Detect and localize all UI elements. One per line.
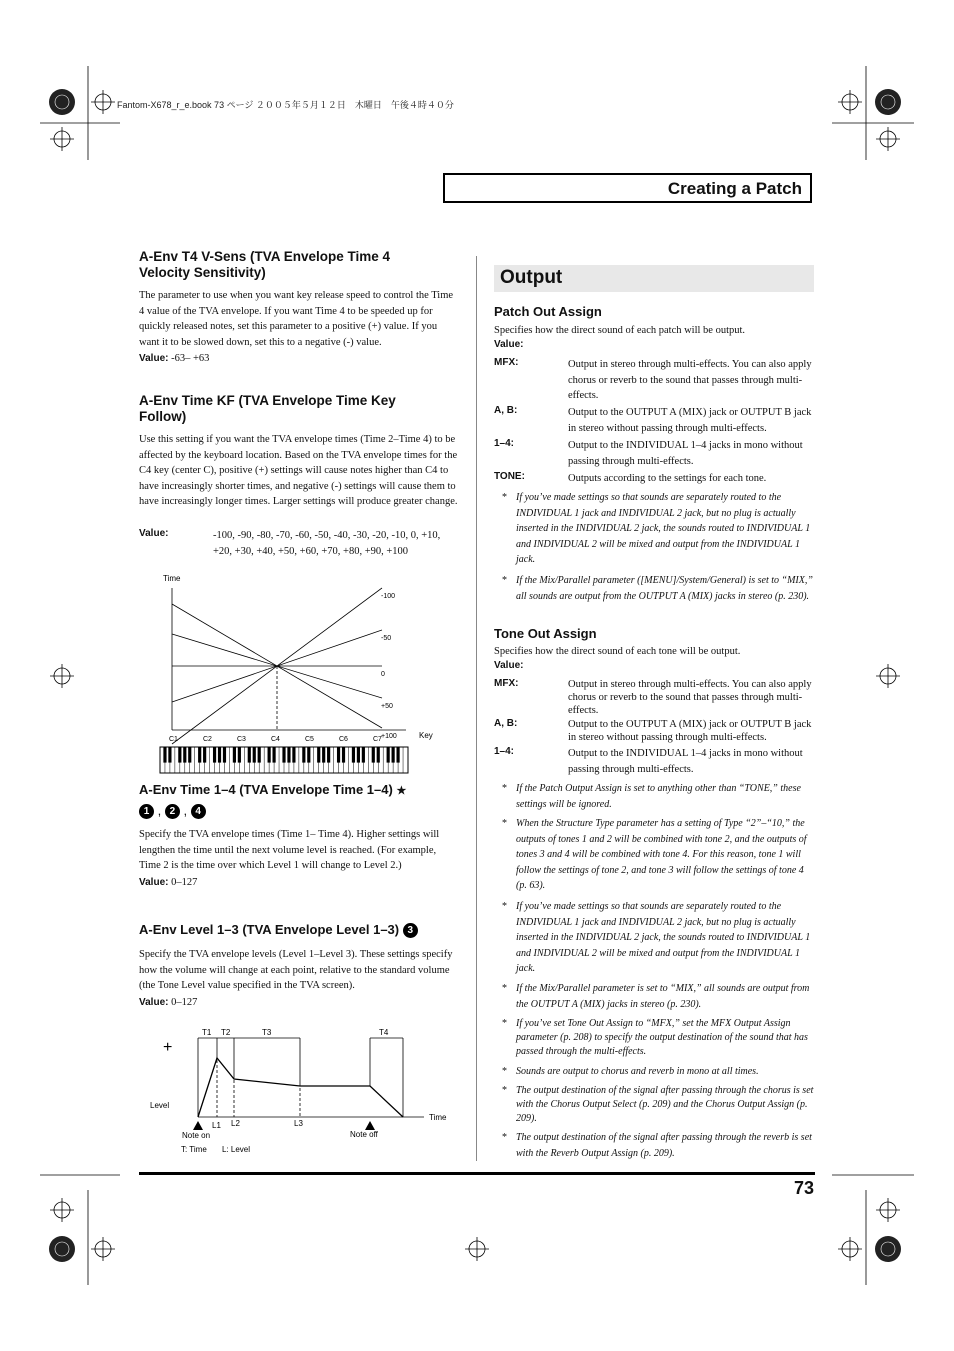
kf-key-label: C6 [339,736,348,743]
marker-2-icon: 2 [165,804,180,819]
column-divider [476,256,477,1161]
time-kf-heading: A-Env Time KF (TVA Envelope Time Key Follow) [139,393,396,424]
patch-out-section [494,304,814,350]
kf-line-label: -100 [381,593,396,600]
t2-label: T2 [221,1028,231,1037]
footer-rule [139,1172,815,1175]
envelope-diagram [140,1022,460,1157]
tone-out-note-6: * The output destination of the signal after passing through the chorus is set with the Chorus Output Select (p. 209) and the Chorus Output Assign (p. 209). [502,1085,814,1124]
tone-out-heading: Tone Out Assign [494,626,597,641]
patch-out-note-1: * If the Mix/Parallel parameter ([MENU]/System/General) is set to “MIX,” all sounds are output from the OUTPUT A (MIX) jacks in stereo (p. 230). [502,575,813,602]
tone-out-intro: Specifies how the direct sound of each tone will be output. [494,646,741,657]
level13-section [139,922,459,1008]
l2-label: L2 [231,1119,240,1128]
marker-4-icon: 4 [191,804,206,819]
time-kf-chart [150,570,450,780]
envelope-time-label: Time [429,1113,447,1122]
output-section-bar [494,265,814,292]
t1-label: T1 [202,1028,212,1037]
time-kf-y-title: Time [163,574,181,583]
l3-label: L3 [294,1119,303,1128]
tone-out-note-3: * If the Mix/Parallel parameter is set to “MIX,” all sounds are output from the OUTPUT A (MIX) jacks in stereo (p. 230). [502,983,810,1010]
tone-out-note-2: * If you’ve made settings so that sounds are separately routed to the INDIVIDUAL 1 jack and INDIVIDUAL 2 jack, but no plug is actually inserted in the INDIVIDUAL 2 jack, the sounds routed to INDIVIDUAL 1 and INDIVIDUAL 2 will be mixed and output from the INDIVIDUAL 1 jack. [502,901,811,975]
t4-vsens-body: The parameter to use when you want key release speed to control the Time 4 value of the TVA envelope. If you want Time 4 to be speeded up for quickly released notes, set this parameter to a positive (+) value. If you want it to be slowed down, set this to a negative (-) value. [139,290,454,348]
patch-out-value-label: Value: [494,338,524,350]
chapter-title: Creating a Patch [667,179,802,198]
time14-heading: A-Env Time 1–4 (TVA Envelope Time 1–4) ★ [139,782,407,797]
marker-3-icon: 3 [403,923,418,938]
kf-key-label: C4 [271,736,280,743]
note-off-label: Note off [350,1130,378,1139]
kf-line-label: 0 [381,671,385,678]
level13-heading: A-Env Level 1–3 (TVA Envelope Level 1–3) 3 [139,922,459,938]
time-kf-x-title: Key [419,731,433,740]
tone-out-note-5: * Sounds are output to chorus and reverb in mono at all times. [502,1066,759,1077]
patch-out-intro: Specifies how the direct sound of each patch will be output. [494,325,746,336]
patch-out-note-0: * If you’ve made settings so that sounds are separately routed to the INDIVIDUAL 1 jack and INDIVIDUAL 2 jack, but no plug is actually inserted in the INDIVIDUAL 2 jack, the sounds routed to INDIVIDUAL 1 and INDIVIDUAL 2 will be mixed and output from the INDIVIDUAL 1 jack. [502,492,811,566]
kf-key-label: C1 [169,736,178,743]
note-off-marker [365,1121,375,1130]
output-section-title: Output [500,267,563,288]
tone-out-note-1: * When the Structure Type parameter has a setting of Type “2”–“10,” the outputs of tones 1 and 2 will be combined with tone 2, and the outputs of tones 3 and 4 will be combined with tone 4. For this reason, tone 1 will follow the settings of tone 2, and tone 3 will follow the settings of tone 4 (p. 63). [502,818,807,892]
kf-key-label: C7 [373,736,382,743]
envelope-plus: + [163,1039,173,1056]
kf-key-label: C2 [203,736,212,743]
envelope-level-label: Level [150,1101,170,1110]
tone-out-value-label: Value: [494,659,524,671]
kf-line-label: +50 [381,703,393,710]
t3-label: T3 [262,1028,272,1037]
t4-vsens-heading: A-Env T4 V-Sens (TVA Envelope Time 4 Velocity Sensitivity) [139,249,391,280]
time14-value: Value: 0–127 [139,876,198,888]
time14-body: Specify the TVA envelope times (Time 1– Time 4). Higher settings will lengthen the time until the next volume level is reached. (For example, Time 2 is the time over which Level 1 will change to Level 2.) [139,829,440,872]
t4-label: T4 [379,1028,389,1037]
note-on-marker [193,1121,203,1130]
t4-vsens-value: Value: -63– +63 [139,353,210,365]
time-kf-section [139,393,459,510]
tone-out-section [494,626,814,671]
page-number: 73 [793,1178,814,1198]
marker-1-icon: 1 [139,804,154,819]
l1-label: L1 [212,1121,221,1130]
legend-time: T: Time [181,1145,207,1154]
kf-key-label: C5 [305,736,314,743]
level13-value: Value: 0–127 [139,996,198,1008]
chapter-header [443,173,812,203]
tone-out-note-7: * The output destination of the signal after passing through the reverb is set with the Reverb Output Assign (p. 209). [502,1132,812,1159]
time14-section [139,782,459,888]
level13-body: Specify the TVA envelope levels (Level 1–Level 3). These settings specify how the volume will change at each point, relative to the standard volume (the Tone Level value specified in the TVA screen). [139,949,453,992]
note-on-label: Note on [182,1131,211,1140]
tone-out-note-4: * If you’ve set Tone Out Assign to “MFX,” set the MFX Output Assign parameter (p. 208) to specify the output destination of the sound that has passed through the multi-effects. [502,1018,808,1057]
kf-line-label: +100 [381,733,397,740]
time-kf-value: -100, -90, -80, -70, -60, -50, -40, -30, -20, -10, 0, +10, +20, +30, +40, +50, +60, +70, +80, +90, +100 [213,530,441,557]
legend-level: L: Level [222,1145,251,1154]
patch-out-heading: Patch Out Assign [494,304,602,319]
t4-vsens-section [139,249,459,364]
kf-key-label: C3 [237,736,246,743]
time-kf-body: Use this setting if you want the TVA envelope times (Time 2–Time 4) to be affected by the keyboard location. Based on the TVA envelope times for the C4 key (center C), positive (+) settings will cause notes higher than C4 to have increasingly shorter times, and negative (-) settings will cause them to have increasingly longer times. Larger settings will produce greater change. [139,434,458,508]
star-icon: ★ [396,785,407,797]
time14-markers: 1 , 2 , 4 [139,803,459,819]
kf-line-label: -50 [381,635,392,642]
time-kf-value-label: Value: [139,528,169,539]
tone-out-note-0: * If the Patch Output Assign is set to anything other than “TONE,” these settings will be ignored. [502,783,801,810]
file-header: Fantom-X678_r_e.book 73 ページ ２００５年５月１２日 木曜日 午後４時４０分 [117,100,454,110]
